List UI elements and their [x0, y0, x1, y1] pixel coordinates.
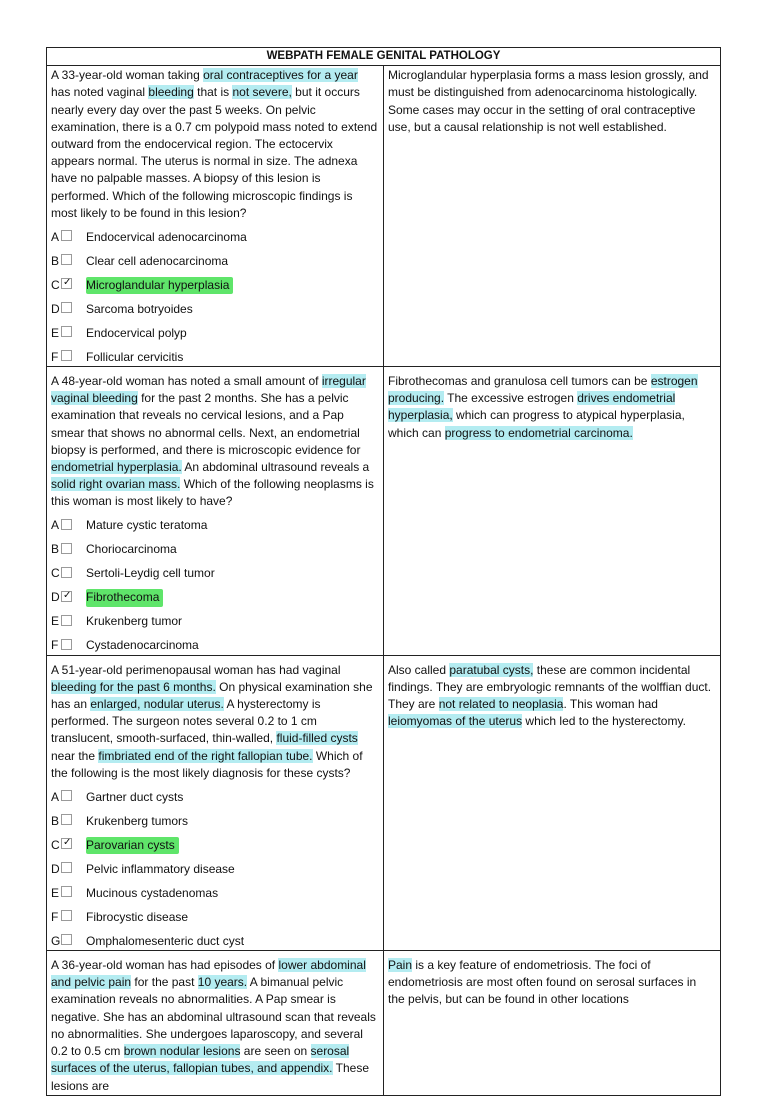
- text-run: but it occurs nearly every day over the past 5 weeks. On pelvic examination, there is a 0.7 cm polypoid mass noted to extend outward from the endocervical region. The ectocervix appears normal. The uterus is normal in size. The adnexa have no palpable masses. A biopsy of this lesion is performed. Which of the following microscopic findings is most likely to be found in this lesion?: [51, 85, 378, 220]
- explanation-cell: [384, 951, 721, 1096]
- answer-choice-a[interactable]: [51, 782, 379, 806]
- answer-choice-f[interactable]: [51, 342, 379, 366]
- choice-letter: B: [51, 542, 60, 557]
- checked-checkbox[interactable]: [61, 278, 72, 289]
- explanation-cell: [384, 655, 721, 950]
- answer-choices: [51, 782, 379, 950]
- answer-choice-b[interactable]: [51, 246, 379, 270]
- checkbox[interactable]: [61, 615, 72, 626]
- text-run: An abdominal ultrasound reveals a: [181, 460, 370, 475]
- highlighted-text: bleeding for the past 6 months.: [51, 679, 216, 694]
- highlighted-text: brown nodular lesions: [123, 1044, 241, 1059]
- answer-choice-d[interactable]: [51, 583, 379, 607]
- checkbox[interactable]: [61, 814, 72, 825]
- answer-choice-f[interactable]: [51, 902, 379, 926]
- checkbox[interactable]: [61, 254, 72, 265]
- choice-text: Microglandular hyperplasia: [86, 277, 233, 294]
- checkbox[interactable]: [61, 910, 72, 921]
- choice-text: Cystadenocarcinoma: [86, 638, 199, 653]
- choice-letter: E: [51, 885, 60, 900]
- text-run: A hysterectomy is performed. The surgeon notes several 0.2 to 1 cm translucent, smooth-surfaced, thin-walled,: [51, 697, 321, 746]
- choice-text: Endocervical adenocarcinoma: [86, 229, 247, 244]
- choice-letter: A: [51, 518, 60, 533]
- highlighted-text: endometrial hyperplasia.: [51, 460, 182, 475]
- answer-choice-c[interactable]: [51, 559, 379, 583]
- checkbox[interactable]: [61, 639, 72, 650]
- text-run: A 36-year-old woman has had episodes of: [51, 958, 279, 973]
- answer-choices: [51, 222, 379, 366]
- text-run: for the past: [131, 975, 198, 990]
- choice-letter: F: [51, 349, 59, 364]
- question-cell: [47, 66, 384, 367]
- highlighted-text: solid right ovarian mass.: [51, 477, 181, 492]
- choice-letter: F: [51, 638, 59, 653]
- question-row: [47, 367, 721, 656]
- checked-checkbox[interactable]: [61, 838, 72, 849]
- choice-letter: C: [51, 277, 60, 292]
- answer-choices: [51, 511, 379, 655]
- text-run: for the past 2 months. She has a pelvic examination that reveals no cervical lesions, and a Pap smear that shows no abnormal cells. Next, an endometrial biopsy is performed, and there is microscopic evidence for: [51, 391, 361, 457]
- answer-choice-d[interactable]: [51, 854, 379, 878]
- choice-text: Gartner duct cysts: [86, 789, 184, 804]
- choice-letter: C: [51, 566, 60, 581]
- choice-letter: B: [51, 253, 60, 268]
- checkbox[interactable]: [61, 886, 72, 897]
- highlighted-text: leiomyomas of the uterus: [388, 714, 523, 729]
- text-run: Which of the following is the most likely diagnosis for these cysts?: [51, 748, 363, 780]
- highlighted-text: not related to neoplasia: [438, 697, 564, 712]
- choice-text: Follicular cervicitis: [86, 349, 184, 364]
- highlighted-text: paratubal cysts,: [449, 662, 534, 677]
- checkbox[interactable]: [61, 350, 72, 361]
- answer-choice-b[interactable]: [51, 806, 379, 830]
- highlighted-text: not severe,: [232, 85, 292, 100]
- question-stem: [51, 957, 379, 1095]
- text-run: are seen on: [240, 1044, 311, 1059]
- choice-letter: B: [51, 813, 60, 828]
- text-run: The excessive estrogen: [444, 391, 578, 406]
- checkbox[interactable]: [61, 326, 72, 337]
- choice-letter: D: [51, 861, 60, 876]
- text-run: that is: [193, 85, 233, 100]
- choice-text: Fibrocystic disease: [86, 909, 189, 924]
- text-run: near the: [51, 748, 99, 763]
- choice-text: Endocervical polyp: [86, 325, 187, 340]
- choice-text: Krukenberg tumor: [86, 614, 183, 629]
- highlighted-text: serosal surfaces of the uterus, fallopian tubes, and appendix.: [51, 1044, 350, 1076]
- text-run: . This woman had: [563, 697, 658, 712]
- text-run: Also called: [388, 662, 450, 677]
- text-run: which led to the hysterectomy.: [522, 714, 686, 729]
- choice-text: Pelvic inflammatory disease: [86, 861, 235, 876]
- choice-text: Omphalomesenteric duct cyst: [86, 933, 245, 948]
- answer-choice-a[interactable]: [51, 511, 379, 535]
- question-cell: [47, 367, 384, 656]
- question-row: [47, 951, 721, 1096]
- choice-letter: D: [51, 301, 60, 316]
- question-cell: [47, 951, 384, 1096]
- text-run: Microglandular hyperplasia forms a mass lesion grossly, and must be distinguished from adenocarcinoma histologically. Some cases may occur in the setting of oral contraceptive use, but a causal relationship is not well established.: [388, 68, 709, 134]
- title-row: [47, 48, 721, 66]
- highlighted-text: lower abdominal and pelvic pain: [51, 958, 366, 990]
- choice-letter: E: [51, 325, 60, 340]
- choice-text: Krukenberg tumors: [86, 813, 189, 828]
- choice-letter: A: [51, 789, 60, 804]
- checkbox[interactable]: [61, 519, 72, 530]
- choice-text: Choriocarcinoma: [86, 542, 177, 557]
- answer-choice-e[interactable]: [51, 878, 379, 902]
- text-run: A 51-year-old perimenopausal woman has had vaginal: [51, 662, 341, 677]
- checkbox[interactable]: [61, 230, 72, 241]
- choice-letter: D: [51, 590, 60, 605]
- choice-text: Fibrothecoma: [86, 589, 163, 606]
- checkbox[interactable]: [61, 302, 72, 313]
- checkbox[interactable]: [61, 934, 72, 945]
- text-run: A bimanual pelvic examination reveals no abnormalities. A Pap smear is negative. She has an abdominal ultrasound scan that reveals no abnormalities. She undergoes laparoscopy, and several 0.2 to 0.5 cm: [51, 975, 376, 1059]
- choice-text: Clear cell adenocarcinoma: [86, 253, 229, 268]
- highlighted-text: oral contraceptives for a year: [203, 68, 358, 83]
- checkbox[interactable]: [61, 862, 72, 873]
- highlighted-text: 10 years.: [197, 975, 248, 990]
- highlighted-text: fluid-filled cysts: [276, 731, 358, 746]
- choice-letter: F: [51, 909, 59, 924]
- document-page: [46, 47, 721, 1093]
- text-run: On physical examination she has an: [51, 679, 373, 712]
- choice-text: Sarcoma botryoides: [86, 301, 193, 316]
- highlighted-text: bleeding: [148, 85, 194, 100]
- text-run: is a key feature of endometriosis. The foci of endometriosis are most often found on serosal surfaces in the pelvis, but can be found in other locations: [388, 958, 697, 1007]
- highlighted-text: progress to endometrial carcinoma.: [444, 425, 633, 440]
- explanation-cell: [384, 66, 721, 367]
- text-run: A 48-year-old woman has noted a small amount of: [51, 374, 322, 389]
- checkbox[interactable]: [61, 543, 72, 554]
- answer-choice-e[interactable]: [51, 318, 379, 342]
- highlighted-text: enlarged, nodular uterus.: [90, 697, 224, 712]
- text-run: these are common incidental findings. They are embryologic remnants of the wolffian duct. They are: [388, 662, 712, 712]
- highlighted-text: drives endometrial hyperplasia,: [388, 391, 676, 423]
- highlighted-text: Pain: [388, 958, 413, 973]
- text-run: Fibrothecomas and granulosa cell tumors can be: [388, 374, 651, 389]
- question-row: [47, 655, 721, 950]
- question-stem: [51, 662, 379, 782]
- answer-choice-c[interactable]: [51, 270, 379, 294]
- question-cell: [47, 655, 384, 950]
- answer-choice-e[interactable]: [51, 607, 379, 631]
- document-title: WEBPATH FEMALE GENITAL PATHOLOGY: [47, 48, 721, 66]
- text-run: A 33-year-old woman taking: [51, 68, 204, 83]
- answer-choice-d[interactable]: [51, 294, 379, 318]
- highlighted-text: fimbriated end of the right fallopian tube.: [98, 748, 313, 763]
- checked-checkbox[interactable]: [61, 591, 72, 602]
- choice-text: Mucinous cystadenomas: [86, 885, 219, 900]
- explanation-cell: [384, 367, 721, 656]
- answer-choice-a[interactable]: [51, 222, 379, 246]
- question-row: [47, 66, 721, 367]
- question-table: [46, 47, 721, 1096]
- text-run: which can progress to atypical hyperplasia, which can: [388, 408, 685, 440]
- choice-letter: A: [51, 229, 60, 244]
- choice-text: Sertoli-Leydig cell tumor: [86, 566, 215, 581]
- answer-choice-f[interactable]: [51, 631, 379, 655]
- checkbox[interactable]: [61, 790, 72, 801]
- text-run: has noted vaginal: [51, 85, 149, 100]
- choice-letter: C: [51, 837, 60, 852]
- text-run: Which of the following neoplasms is this woman is most likely to have?: [51, 477, 374, 509]
- answer-choice-c[interactable]: [51, 830, 379, 854]
- choice-letter: G: [51, 933, 61, 948]
- question-stem: [51, 373, 379, 511]
- highlighted-text: estrogen producing.: [388, 374, 698, 406]
- choice-letter: E: [51, 614, 60, 629]
- choice-text: Mature cystic teratoma: [86, 518, 208, 533]
- question-stem: [51, 67, 379, 222]
- text-run: These lesions are: [51, 1061, 369, 1093]
- choice-text: Parovarian cysts: [86, 837, 179, 854]
- answer-choice-g[interactable]: [51, 926, 379, 950]
- checkbox[interactable]: [61, 567, 72, 578]
- highlighted-text: irregular vaginal bleeding: [51, 374, 366, 406]
- answer-choice-b[interactable]: [51, 535, 379, 559]
